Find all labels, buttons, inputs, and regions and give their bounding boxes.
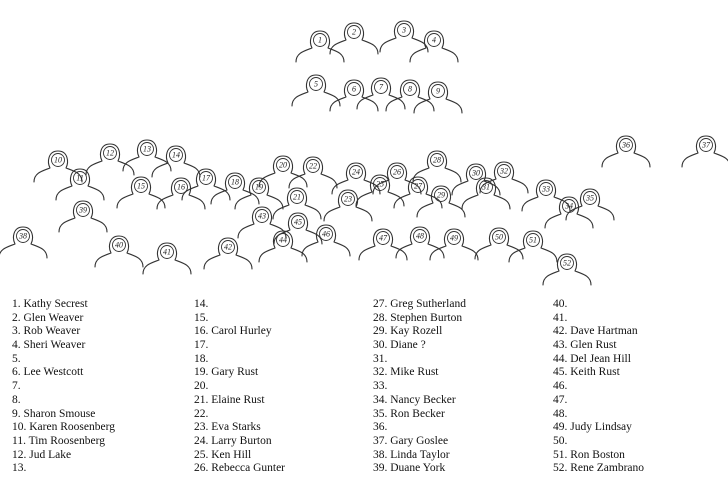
person-number: 34 <box>565 201 573 211</box>
legend-entry: 32. Mike Rust <box>373 366 439 379</box>
legend-entry: 50. <box>553 434 568 447</box>
person-42 <box>204 238 252 269</box>
person-number: 18 <box>231 177 239 187</box>
person-41 <box>143 243 191 274</box>
legend-entry: 4. Sheri Weaver <box>12 339 86 352</box>
person-number: 19 <box>255 182 263 192</box>
legend-entry: 42. Dave Hartman <box>553 325 638 338</box>
legend-entry: 19. Gary Rust <box>194 366 259 379</box>
person-number: 33 <box>542 184 550 194</box>
person-1 <box>296 31 344 62</box>
person-number: 26 <box>393 167 401 177</box>
legend-entry: 11. Tim Roosenberg <box>12 434 105 447</box>
person-11 <box>56 169 104 200</box>
person-14 <box>152 146 200 177</box>
legend-entry: 16. Carol Hurley <box>194 325 272 338</box>
person-number: 31 <box>482 182 490 192</box>
person-number: 27 <box>414 181 422 191</box>
person-number: 8 <box>408 84 412 94</box>
legend-entry: 9. Sharon Smouse <box>12 407 96 420</box>
legend-entry: 10. Karen Roosenberg <box>12 421 115 434</box>
legend-entry: 51. Ron Boston <box>553 448 625 461</box>
legend-column-1 <box>12 298 192 476</box>
person-number: 21 <box>293 192 301 202</box>
person-number: 11 <box>76 173 84 183</box>
person-number: 50 <box>495 232 503 242</box>
person-number: 52 <box>563 258 571 268</box>
person-number: 15 <box>137 181 145 191</box>
person-51 <box>509 231 557 262</box>
person-43 <box>238 207 286 238</box>
person-18 <box>211 173 259 204</box>
person-49 <box>430 229 478 260</box>
person-number: 7 <box>379 82 383 92</box>
person-10 <box>34 151 82 182</box>
person-29 <box>417 186 465 217</box>
legend-entry: 25. Ken Hill <box>194 448 252 461</box>
person-number: 25 <box>376 179 384 189</box>
legend-entry: 52. Rene Zambrano <box>553 462 645 475</box>
person-8 <box>386 80 434 111</box>
legend-entry: 14. <box>194 298 209 310</box>
person-number: 37 <box>702 140 710 150</box>
person-15 <box>117 177 165 208</box>
person-number: 28 <box>433 155 441 165</box>
person-number: 6 <box>352 84 356 94</box>
person-number: 2 <box>352 27 356 37</box>
legend-entry: 17. <box>194 339 209 352</box>
person-number: 40 <box>115 240 123 250</box>
person-number: 30 <box>472 168 480 178</box>
legend-entry: 31. <box>373 352 388 365</box>
legend-entry: 22. <box>194 407 209 420</box>
legend-column-4 <box>553 298 728 476</box>
person-9 <box>414 82 462 113</box>
legend-entry: 21. Elaine Rust <box>194 393 265 406</box>
legend-entry: 2. Glen Weaver <box>12 311 84 324</box>
legend-column-3 <box>373 298 553 476</box>
person-20 <box>259 156 307 187</box>
legend-entry: 7. <box>12 380 21 393</box>
person-40 <box>95 236 143 267</box>
legend-entry: 46. <box>553 380 568 393</box>
person-39 <box>59 201 107 232</box>
legend-entry: 48. <box>553 407 568 420</box>
person-2 <box>330 23 378 54</box>
person-46 <box>302 225 350 256</box>
person-number: 44 <box>279 235 287 245</box>
person-number: 20 <box>279 160 287 170</box>
legend-entry: 23. Eva Starks <box>194 421 261 434</box>
person-48 <box>396 227 444 258</box>
person-number: 14 <box>172 150 180 160</box>
legend-entry: 1. Kathy Secrest <box>12 298 88 310</box>
legend-entry: 15. <box>194 311 209 324</box>
person-38 <box>0 227 47 258</box>
person-number: 38 <box>19 231 27 241</box>
person-7 <box>357 78 405 109</box>
person-number: 22 <box>309 161 317 171</box>
legend-entry: 34. Nancy Becker <box>373 393 456 406</box>
legend-entry: 28. Stephen Burton <box>373 311 463 324</box>
legend-entry: 49. Judy Lindsay <box>553 421 632 434</box>
person-number: 13 <box>143 144 151 154</box>
person-4 <box>410 31 458 62</box>
legend-entry: 47. <box>553 393 568 406</box>
person-number: 39 <box>79 205 87 215</box>
legend-entry: 8. <box>12 393 21 406</box>
legend-entry: 3. Rob Weaver <box>12 325 81 338</box>
person-number: 16 <box>177 182 185 192</box>
person-number: 46 <box>322 229 330 239</box>
legend-entry: 18. <box>194 352 209 365</box>
legend-entry: 29. Kay Rozell <box>373 325 443 338</box>
legend-entry: 36. <box>373 421 388 434</box>
person-number: 5 <box>314 79 318 89</box>
legend-entry: 13. <box>12 462 27 475</box>
legend-entry: 24. Larry Burton <box>194 434 272 447</box>
person-number: 24 <box>352 167 360 177</box>
person-36 <box>602 136 650 167</box>
legend-entry: 45. Keith Rust <box>553 366 620 379</box>
legend-entry: 43. Glen Rust <box>553 339 617 352</box>
person-number: 45 <box>294 217 302 227</box>
person-number: 1 <box>318 35 322 45</box>
legend-entry: 26. Rebecca Gunter <box>194 462 286 475</box>
legend-entry: 35. Ron Becker <box>373 407 445 420</box>
person-number: 49 <box>450 233 458 243</box>
person-number: 29 <box>437 190 445 200</box>
person-number: 32 <box>500 166 508 176</box>
legend-entry: 38. Linda Taylor <box>373 448 450 461</box>
person-47 <box>359 229 407 260</box>
person-35 <box>566 189 614 220</box>
person-number: 43 <box>258 211 266 221</box>
legend-entry: 44. Del Jean Hill <box>553 352 631 365</box>
person-number: 51 <box>529 235 537 245</box>
person-3 <box>380 21 428 52</box>
person-number: 17 <box>202 173 210 183</box>
legend-column-2 <box>194 298 374 476</box>
legend-entry: 20. <box>194 380 209 393</box>
legend-entry: 40. <box>553 298 568 310</box>
legend-entry: 6. Lee Westcott <box>12 366 84 379</box>
person-number: 41 <box>163 247 171 257</box>
person-number: 10 <box>54 155 62 165</box>
person-5 <box>292 75 340 106</box>
person-12 <box>86 144 134 175</box>
legend-entry: 30. Diane ? <box>373 339 426 352</box>
person-37 <box>682 136 728 167</box>
person-number: 42 <box>224 242 232 252</box>
legend-entry: 37. Gary Goslee <box>373 434 449 447</box>
person-44 <box>259 231 307 262</box>
person-number: 47 <box>379 233 387 243</box>
legend-entry: 27. Greg Sutherland <box>373 298 466 310</box>
legend-entry: 41. <box>553 311 568 324</box>
legend-entry: 33. <box>373 380 388 393</box>
person-number: 9 <box>436 86 440 96</box>
person-52 <box>543 254 591 285</box>
person-number: 3 <box>402 25 406 35</box>
legend-entry: 5. <box>12 352 21 365</box>
person-number: 48 <box>416 231 424 241</box>
person-number: 36 <box>622 140 630 150</box>
person-21 <box>273 188 321 219</box>
legend-entry: 39. Duane York <box>373 462 446 475</box>
person-22 <box>289 157 337 188</box>
person-50 <box>475 228 523 259</box>
person-number: 35 <box>586 193 594 203</box>
person-number: 12 <box>106 148 114 158</box>
legend-entry: 12. Jud Lake <box>12 448 72 461</box>
person-number: 4 <box>432 35 436 45</box>
person-number: 23 <box>344 194 352 204</box>
